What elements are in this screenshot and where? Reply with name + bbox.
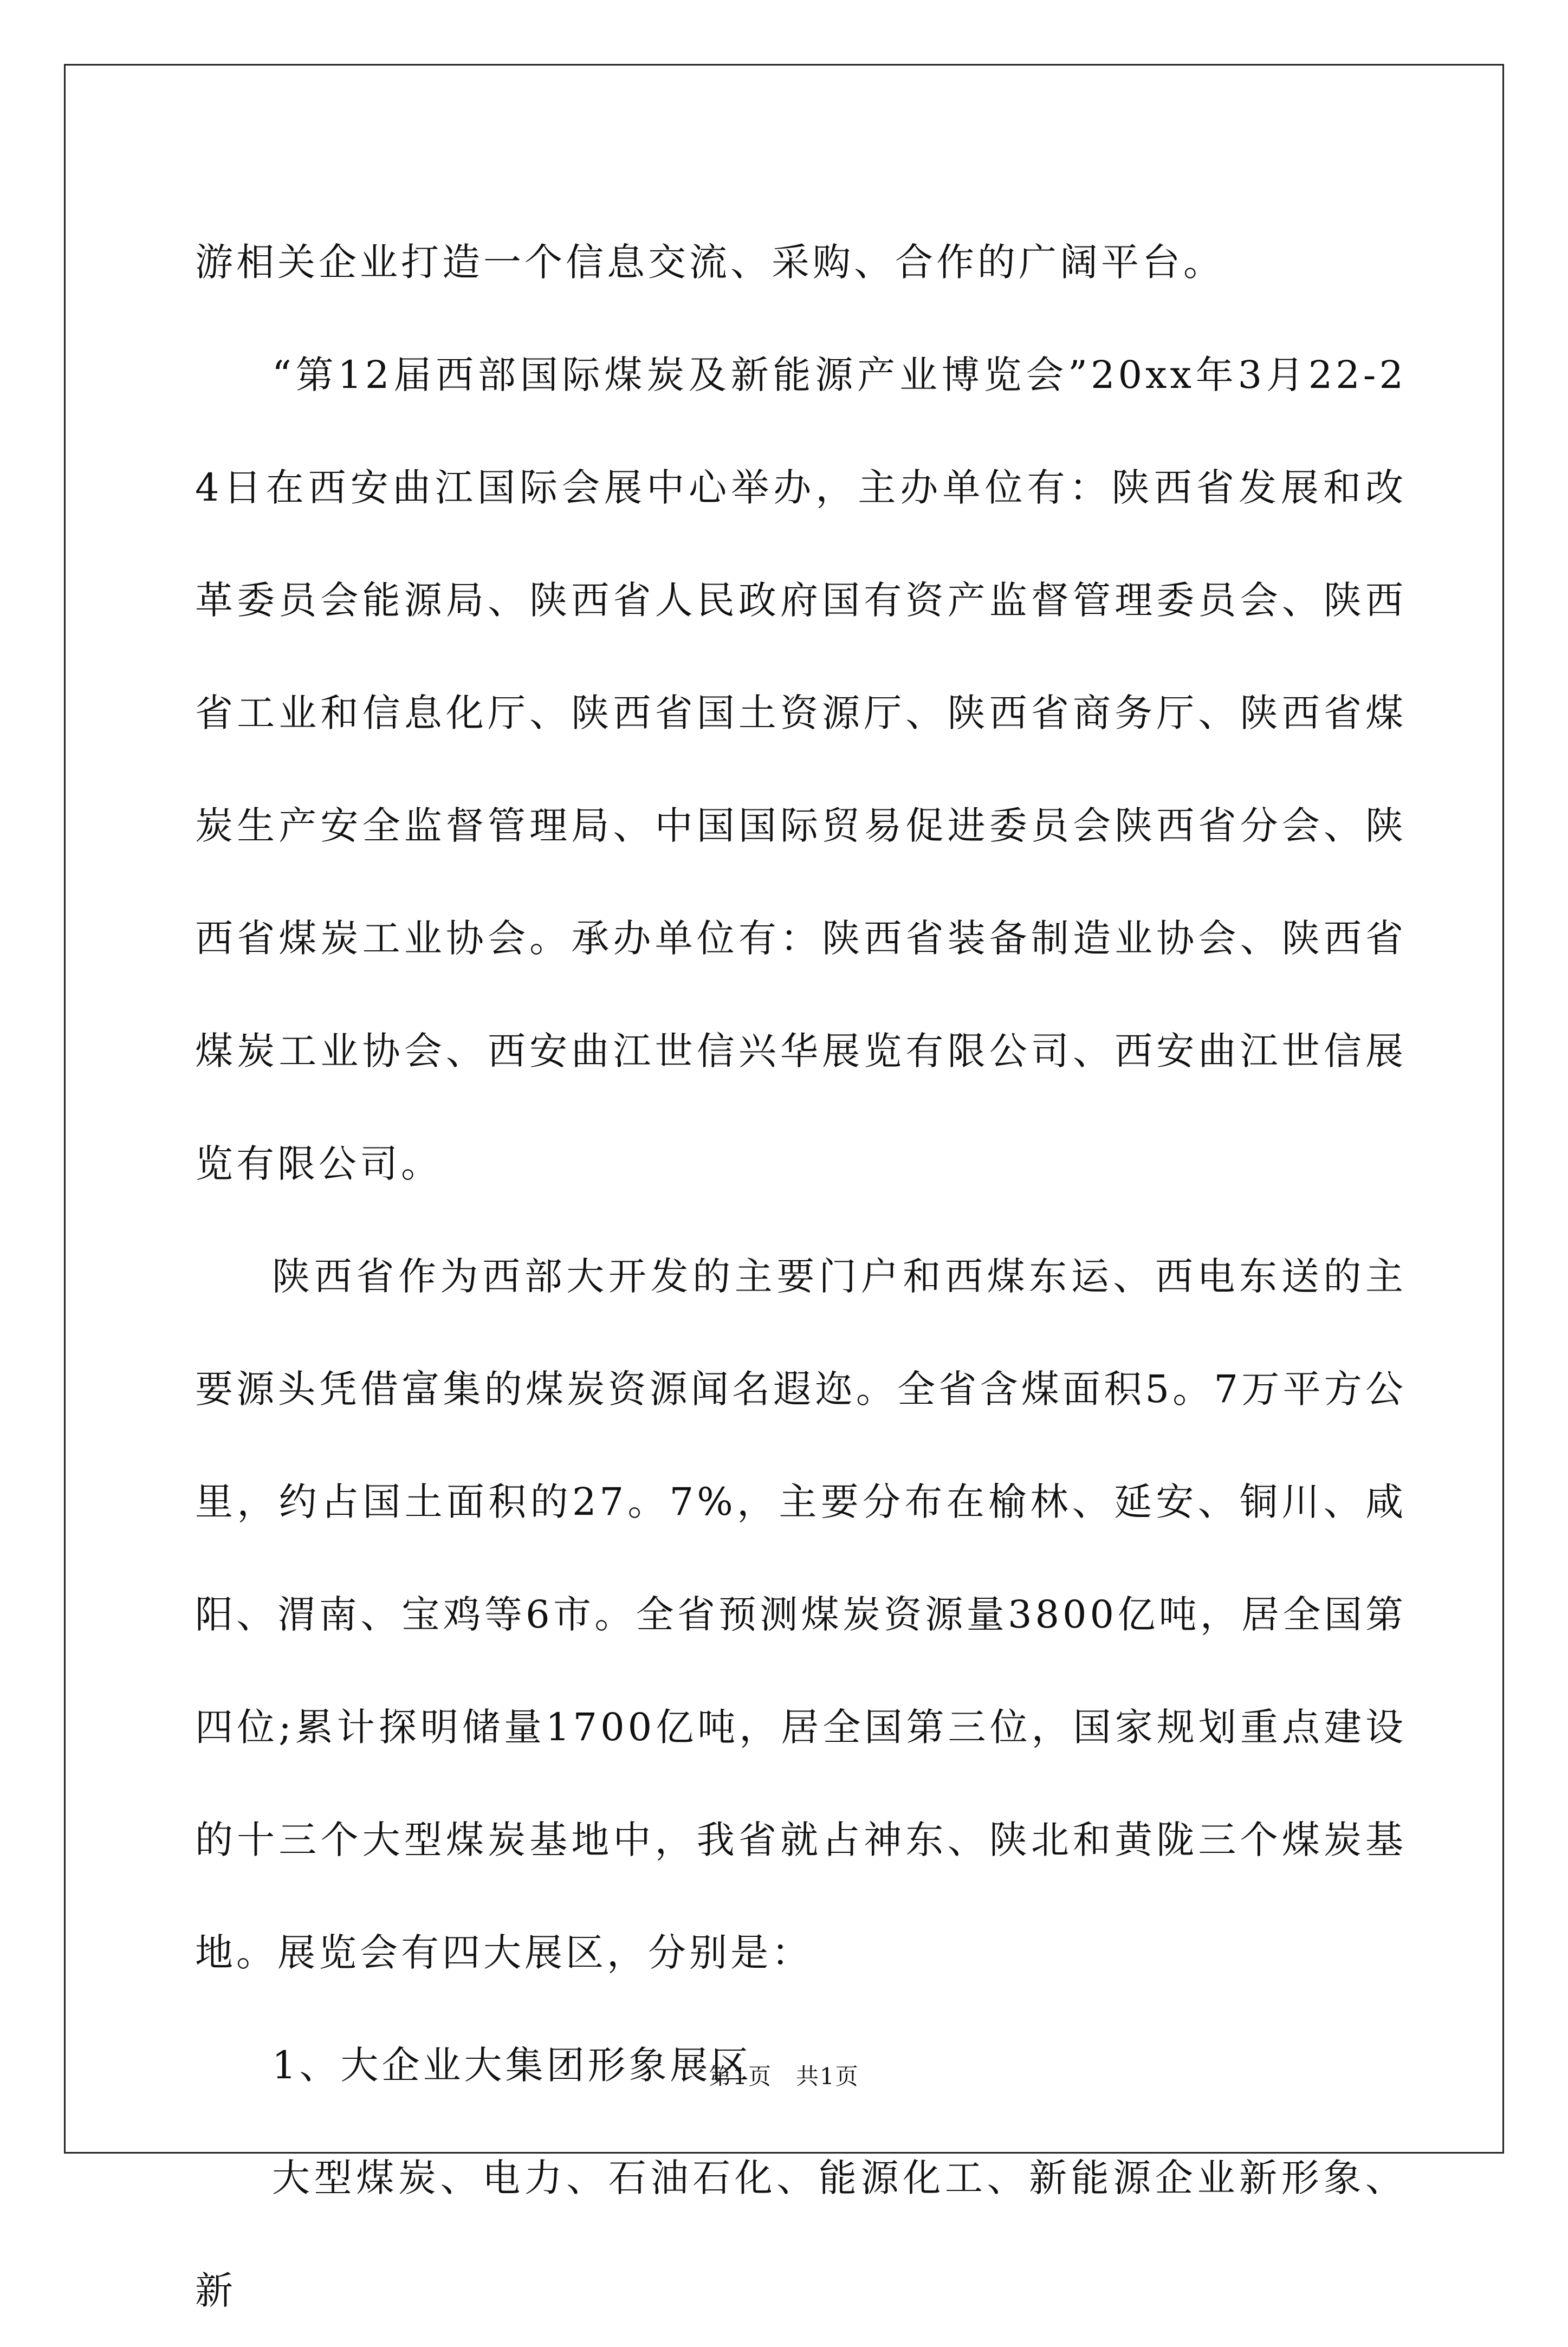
paragraph-1: 游相关企业打造一个信息交流、采购、合作的广阔平台。 [195,240,1224,284]
page-footer: 第1页 共1页 [709,2063,859,2090]
paragraph-4: 1、大企业大集团形象展区 [272,2043,753,2087]
paragraph-2: “第12届西部国际煤炭及新能源产业博览会”20xx年3月22-24日在西安曲江国际会展中心举办，主办单位有：陕西省发展和改革委员会能源局、陕西省人民政府国有资产监督管理委员会、陕西省工业和信息化厅、陕西省国土资源厅、陕西省商务厅、陕西省煤炭生产安全监督管理局、中国国际贸易促进委员会陕西省分会、陕西省煤炭工业协会。承办单位有：陕西省装备制造业协会、陕西省煤炭工业协会、西安曲江世信兴华展览有限公司、西安曲江世信展览有限公司。 [195,353,1407,1186]
document-body [195,206,1407,2347]
paragraph-3: 陕西省作为西部大开发的主要门户和西煤东运、西电东送的主要源头凭借富集的煤炭资源闻名遐迩。全省含煤面积5。7万平方公里，约占国土面积的27。7%，主要分布在榆林、延安、铜川、咸阳、渭南、宝鸡等6市。全省预测煤炭资源量3800亿吨，居全国第四位;累计探明储量1700亿吨，居全国第三位，国家规划重点建设的十三个大型煤炭基地中，我省就占神东、陕北和黄陇三个煤炭基地。展览会有四大展区，分别是： [195,1254,1407,1975]
paragraph-5: 大型煤炭、电力、石油石化、能源化工、新能源企业新形象、新 [195,2156,1407,2313]
